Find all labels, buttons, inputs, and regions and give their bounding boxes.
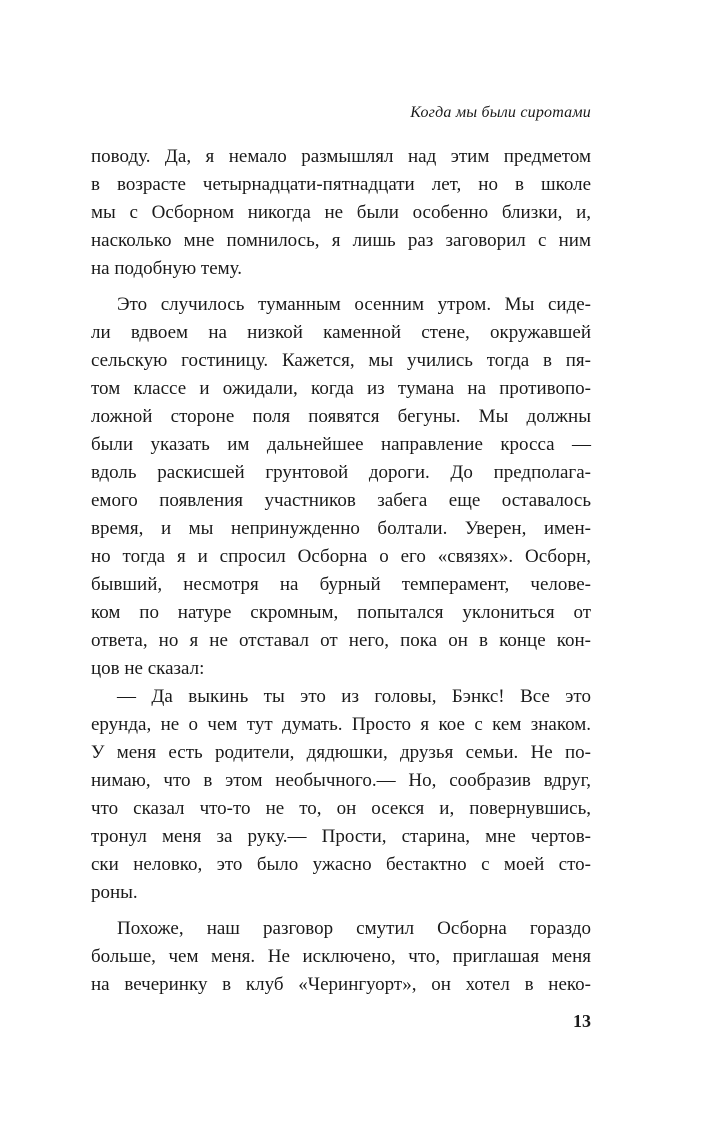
- text-line: ерунда, не о чем тут думать. Просто я кое с кем знаком.: [91, 714, 591, 735]
- text-line: цов не сказал:: [91, 658, 205, 679]
- text-line: тронул меня за руку.— Прости, старина, мне чертов-: [91, 826, 591, 847]
- text-line: ли вдвоем на низкой каменной стене, окружавшей: [91, 322, 591, 343]
- text-line: вдоль раскисшей грунтовой дороги. До предполага-: [91, 462, 591, 483]
- text-line: на вечеринку в клуб «Черингуорт», он хотел в неко-: [91, 974, 591, 995]
- text-line: время, и мы непринужденно болтали. Уверен, имен-: [91, 518, 591, 539]
- page-number: 13: [573, 1011, 591, 1031]
- text-line: — Да выкинь ты это из головы, Бэнкс! Все это: [117, 686, 591, 707]
- text-line: ком по натуре скромным, попытался уклониться от: [91, 602, 591, 623]
- text-line: емого появления участников забега еще оставалось: [91, 490, 591, 511]
- text-line: роны.: [91, 882, 138, 903]
- text-line: насколько мне помнилось, я лишь раз заговорил с ним: [91, 230, 591, 251]
- text-line: ложной стороне поля появятся бегуны. Мы должны: [91, 406, 591, 427]
- text-line: ски неловко, это было ужасно бестактно с моей сто-: [91, 854, 591, 875]
- text-line: были указать им дальнейшее направление кросса —: [91, 434, 591, 455]
- text-line: нимаю, что в этом необычного.— Но, сообразив вдруг,: [91, 770, 591, 791]
- text-line: мы с Осборном никогда не были особенно близки, и,: [91, 202, 591, 223]
- text-line: Похоже, наш разговор смутил Осборна гораздо: [117, 918, 591, 939]
- text-line: Это случилось туманным осенним утром. Мы сиде-: [117, 294, 591, 315]
- text-line: ответа, но я не отставал от него, пока он в конце кон-: [91, 630, 591, 651]
- text-line: поводу. Да, я немало размышлял над этим предметом: [91, 146, 591, 167]
- text-line: У меня есть родители, дядюшки, друзья семьи. Не по-: [91, 742, 591, 763]
- paragraph-gap: [91, 907, 591, 915]
- text-line: в возрасте четырнадцати-пятнадцати лет, но в школе: [91, 174, 591, 195]
- text-line: том классе и ожидали, когда из тумана на противопо-: [91, 378, 591, 399]
- text-line: сельскую гостиницу. Кажется, мы учились тогда в пя-: [91, 350, 591, 371]
- text-line: но тогда я и спросил Осборна о его «связях». Осборн,: [91, 546, 591, 567]
- running-title: Когда мы были сиротами: [410, 104, 591, 121]
- body-text: [91, 143, 591, 999]
- text-line: что сказал что-то не то, он осекся и, повернувшись,: [91, 798, 591, 819]
- text-line: бывший, несмотря на бурный темперамент, челове-: [91, 574, 591, 595]
- text-line: больше, чем меня. Не исключено, что, приглашая меня: [91, 946, 591, 967]
- text-line: на подобную тему.: [91, 258, 243, 279]
- paragraph-gap: [91, 283, 591, 291]
